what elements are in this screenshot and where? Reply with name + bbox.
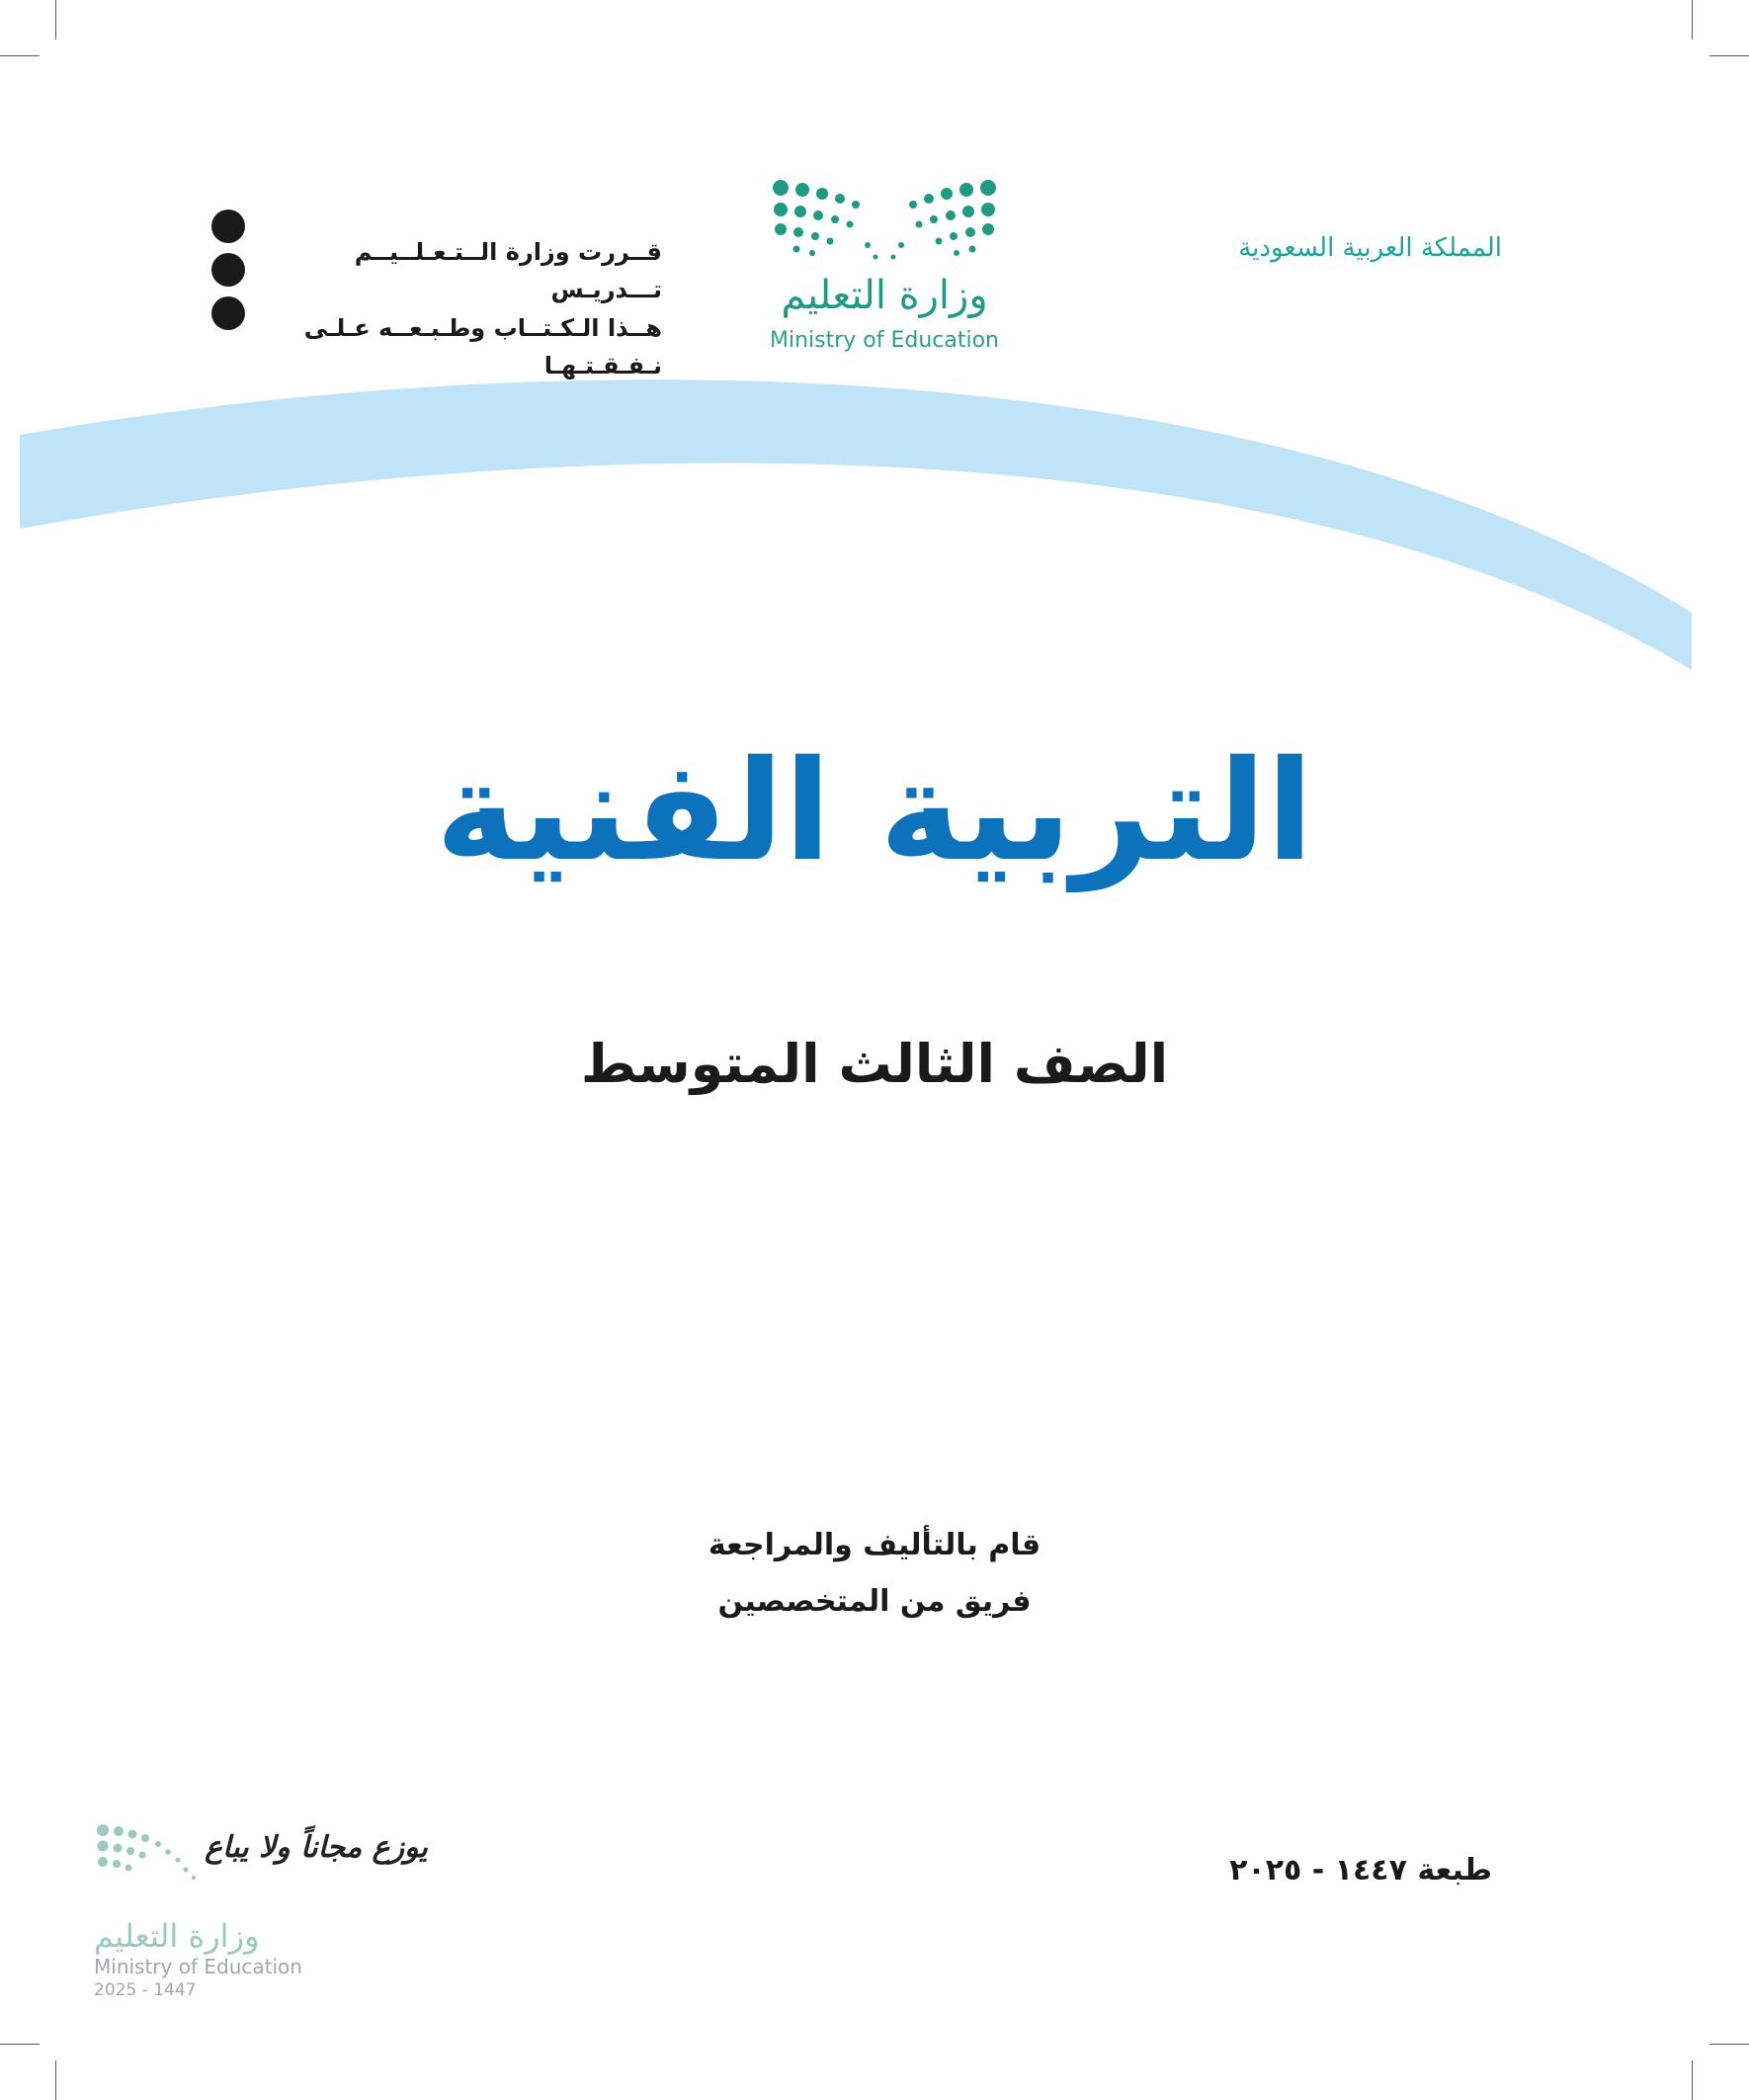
footer-ministry-logo xyxy=(94,1917,331,2000)
footer-logo-en: Ministry of Education xyxy=(94,1955,302,1978)
credits-line: قام بالتأليف والمراجعة xyxy=(708,1528,1041,1562)
approval-notice-line: هــذا الـكـتــاب وطـبـعــه عـلـى نـفـقـتـهـا xyxy=(303,313,662,380)
credits xyxy=(0,1517,1749,1630)
ministry-dots-icon xyxy=(751,168,1018,267)
free-distribution-note: يوزع مجاناً ولا يباع xyxy=(205,1830,428,1865)
bullet-icon xyxy=(211,210,245,243)
ministry-name-ar: وزارة التعليم xyxy=(781,273,988,318)
edition-label: طبعة ١٤٤٧ - ٢٠٢٥ xyxy=(1229,1853,1492,1888)
book-title: التربية الفنية xyxy=(435,731,1314,892)
approval-notice-line: قــررت وزارة الــتـعـلــيــم تـــدريـس xyxy=(354,238,662,304)
bullet-icon xyxy=(211,253,245,287)
grade-subtitle: الصف الثالث المتوسط xyxy=(580,1033,1169,1095)
footer-logo-ar: وزارة التعليم xyxy=(94,1917,260,1955)
footer-logo-years: 2025 - 1447 xyxy=(94,1980,197,2000)
kingdom-label: المملكة العربية السعودية xyxy=(1238,233,1502,263)
bullet-icon xyxy=(211,296,245,330)
approval-notice xyxy=(267,233,662,385)
ministry-logo xyxy=(751,158,1047,366)
ministry-name-en: Ministry of Education xyxy=(769,328,1000,353)
credits-line: فريق من المتخصصين xyxy=(717,1584,1032,1619)
notice-bullets xyxy=(211,210,247,340)
